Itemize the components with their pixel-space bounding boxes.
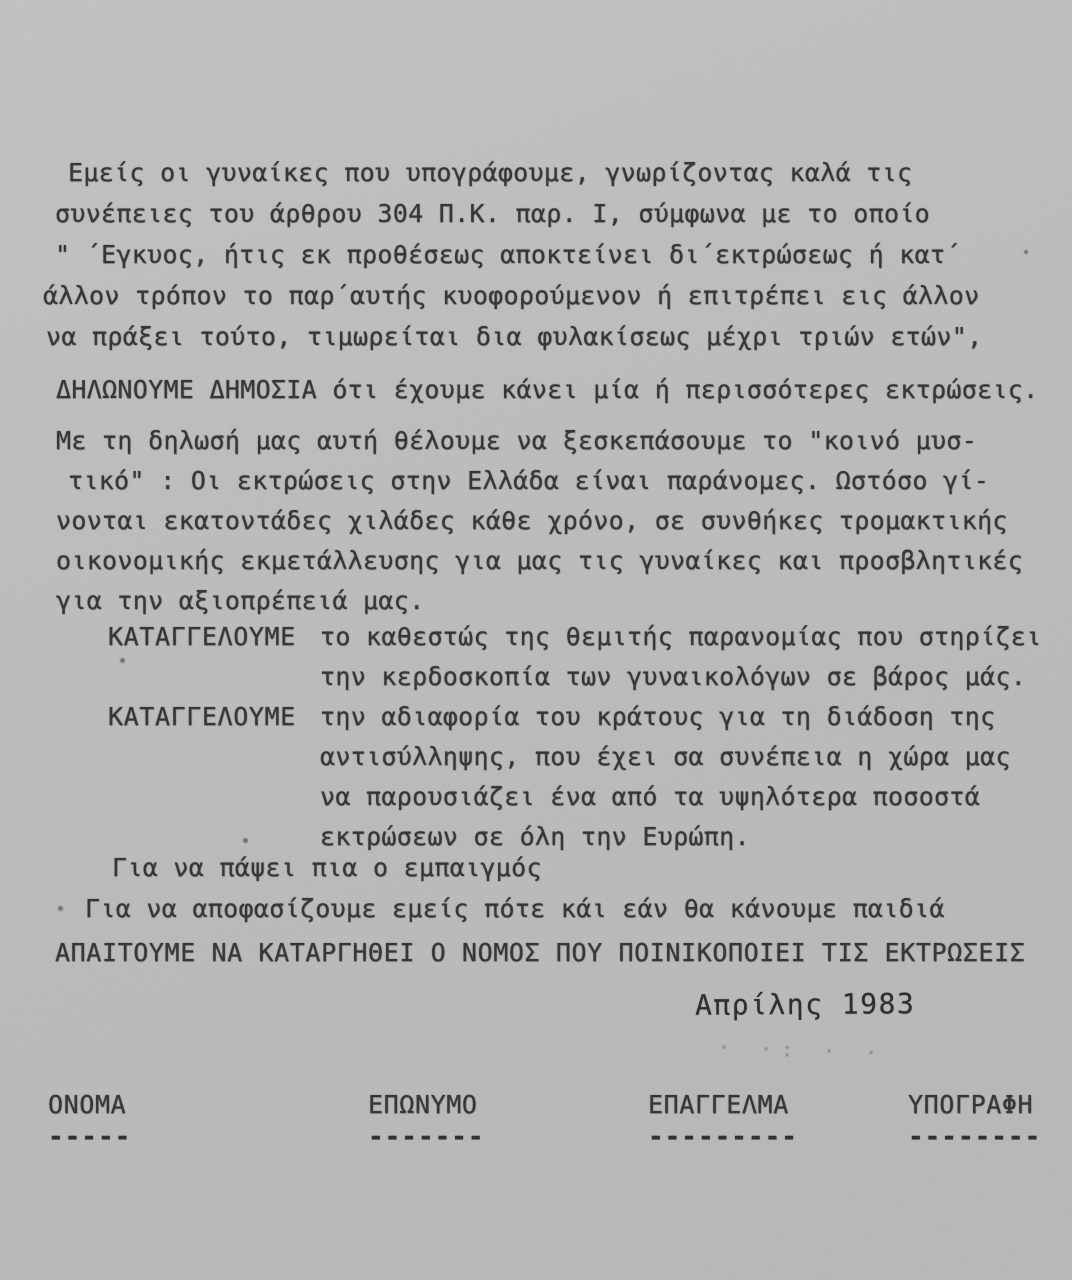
goal-line-1: Για να πάψει πια ο εμπαιγμός bbox=[112, 853, 542, 882]
signature-col-signature-underline: -------- bbox=[908, 1122, 1042, 1152]
explanation-line-2: τικό" : Οι εκτρώσεις στην Ελλάδα είναι παράνομες. Ωστόσο γί- bbox=[68, 466, 990, 495]
intro-line-3: " ΄Εγκυος, ήτις εκ προθέσεως αποκτείνει δι΄εκτρώσεως ή κατ΄ bbox=[55, 240, 961, 269]
intro-line-1: Εμείς οι γυναίκες που υπογράφουμε, γνωρίζοντας καλά τις bbox=[68, 158, 913, 187]
ink-speck bbox=[1024, 250, 1028, 254]
signature-col-surname-label: ΕΠΩΝΥΜΟ bbox=[368, 1090, 478, 1119]
explanation-line-3: νονται εκατοντάδες χιλάδες κάθε χρόνο, σε συνθήκες τρομακτικής bbox=[56, 506, 1008, 535]
intro-line-5: να πράξει τούτο, τιμωρείται δια φυλακίσεως μέχρι τριών ετών", bbox=[46, 322, 983, 351]
denunciation-2-line-4: εκτρώσεων σε όλη την Ευρώπη. bbox=[320, 822, 750, 851]
signature-col-surname-underline: ------- bbox=[368, 1122, 485, 1152]
denunciation-2-line-2: αντισύλληψης, που έχει σα συνέπεια η χώρα μας bbox=[320, 742, 1011, 771]
demand-line: ΑΠΑΙΤΟΥΜΕ ΝΑ ΚΑΤΑΡΓΗΘΕΙ Ο ΝΟΜΟΣ ΠΟΥ ΠΟΙΝΙΚΟΠΟΙΕΙ ΤΙΣ ΕΚΤΡΩΣΕΙΣ bbox=[55, 938, 1026, 967]
intro-line-2: συνέπειες του άρθρου 304 Π.Κ. παρ. Ι, σύμφωνα με το οποίο bbox=[55, 199, 931, 228]
signature-col-name-label: ΟΝΟΜΑ bbox=[48, 1090, 127, 1119]
intro-line-4: άλλον τρόπον το παρ΄αυτής κυοφορούμενον ή επιτρέπει εις άλλον bbox=[43, 281, 980, 310]
explanation-line-4: οικονομικής εκμετάλλευσης για μας τις γυναίκες και προσβλητικές bbox=[56, 546, 1024, 575]
ink-speck bbox=[243, 838, 248, 843]
date-handwritten: Απρίλης 1983 bbox=[694, 987, 916, 1022]
signature-col-profession-underline: --------- bbox=[648, 1122, 798, 1152]
ink-speck bbox=[58, 906, 63, 911]
ink-speck bbox=[120, 658, 125, 663]
explanation-line-5: για την αξιοπρέπειά μας. bbox=[56, 586, 425, 615]
denunciation-1-label: ΚΑΤΑΓΓΕΛΟΥΜΕ bbox=[108, 622, 296, 651]
signature-col-profession-label: ΕΠΑΓΓΕΛΜΑ bbox=[648, 1090, 789, 1119]
denunciation-1-line-2: την κερδοσκοπία των γυναικολόγων σε βάρος μάς. bbox=[320, 662, 1027, 691]
signature-col-signature-label: ΥΠΟΓΡΑΦΗ bbox=[908, 1090, 1034, 1119]
denunciation-2-line-3: να παρουσιάζει ένα από τα υψηλότερα ποσοστά bbox=[320, 782, 981, 811]
signature-col-name-underline: ----- bbox=[48, 1122, 132, 1152]
declaration-line: ΔΗΛΩΝΟΥΜΕ ΔΗΜΟΣΙΑ ότι έχουμε κάνει μία ή περισσότερες εκτρώσεις. bbox=[56, 375, 1039, 404]
denunciation-2-label: ΚΑΤΑΓΓΕΛΟΥΜΕ bbox=[108, 702, 296, 731]
goal-line-2: Για να αποφασίζουμε εμείς πότε κάι εάν θα κάνουμε παιδιά bbox=[85, 894, 945, 923]
explanation-line-1: Με τη δηλωσή μας αυτή θέλουμε να ξεσκεπάσουμε το "κοινό μυσ- bbox=[56, 426, 978, 455]
ink-smudge: · ·: · · bbox=[717, 1035, 887, 1065]
denunciation-1-line-1: το καθεστώς της θεμιτής παρανομίας που στηρίζει bbox=[320, 622, 1042, 651]
denunciation-2-line-1: την αδιαφορία του κράτους για τη διάδοση της bbox=[320, 702, 996, 731]
